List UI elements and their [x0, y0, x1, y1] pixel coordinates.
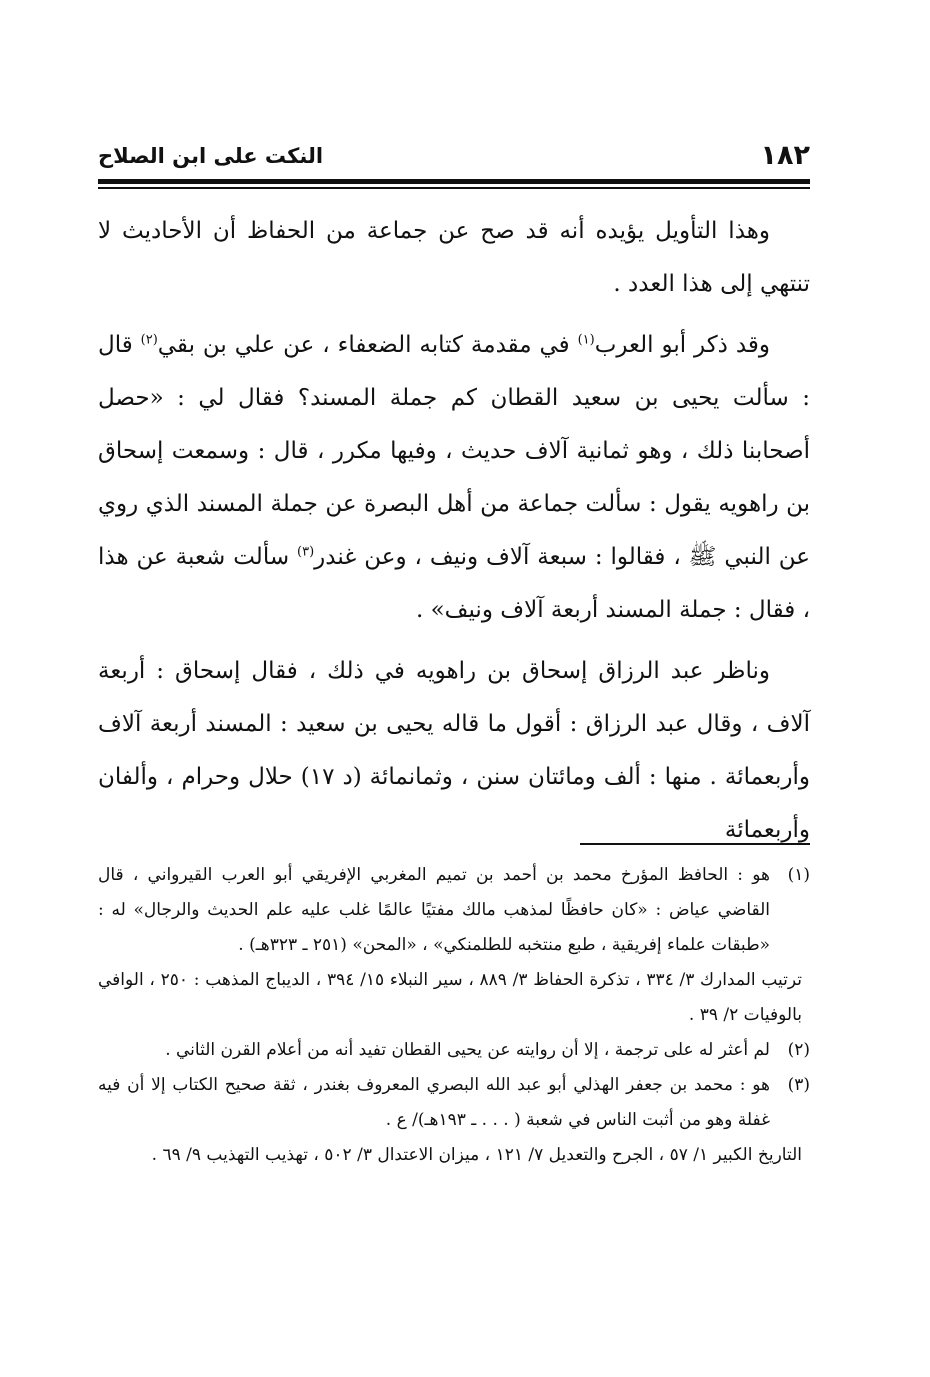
footnote-1-text: هو : الحافظ المؤرخ محمد بن أحمد بن تميم المغربي الإفريقي أبو العرب القيرواني ، قال القاضي عياض : «كان حافظًا لمذهب مالك مفتيًا عالمًا غلب عليه علم الحديث والرجال» له : «طبقات علماء إفريقية ، طبع منتخبه للطلمنكي» ، «المحن» (٢٥١ ـ ٣٢٣هـ) .: [98, 865, 770, 955]
footnote-2: [98, 1033, 810, 1068]
paragraph-2-part-b: في مقدمة كتابه الضعفاء ، عن علي بن بقي: [157, 332, 578, 358]
footnote-3: [98, 1068, 810, 1138]
footnote-1: [98, 858, 810, 963]
header-rule-thin: [98, 187, 810, 189]
running-title: النكت على ابن الصلاح: [98, 144, 324, 168]
paragraph-2-part-a: وقد ذكر أبو العرب: [594, 332, 771, 358]
footnotes: [98, 858, 810, 1173]
footnote-3-sources: التاريخ الكبير ١/ ٥٧ ، الجرح والتعديل ٧/ ١٢١ ، ميزان الاعتدال ٣/ ٥٠٢ ، تهذيب التهذيب ٩/ ٦٩ .: [151, 1145, 802, 1165]
footnote-2-number: (٢): [787, 1040, 810, 1060]
footnote-ref-2[interactable]: (٢): [140, 332, 158, 348]
main-text: [98, 205, 810, 865]
paragraph-2: [98, 319, 810, 637]
paragraph-1: وهذا التأويل يؤيده أنه قد صح عن جماعة من الحفاظ أن الأحاديث لا تنتهي إلى هذا العدد .: [98, 218, 810, 297]
footnote-3-number: (٣): [787, 1075, 810, 1095]
footnote-1-sources: ترتيب المدارك ٣/ ٣٣٤ ، تذكرة الحفاظ ٣/ ٨٨٩ ، سير النبلاء ١٥/ ٣٩٤ ، الديباج المذهب : ٢٥٠ ، الوافي بالوفيات ٢/ ٣٩ .: [98, 970, 803, 1025]
footnote-ref-3[interactable]: (٣): [297, 544, 315, 560]
page-number: ١٨٢: [760, 140, 810, 171]
footnote-ref-1[interactable]: (١): [577, 332, 595, 348]
header-rule-thick: [98, 179, 810, 184]
paragraph-2-part-d: سألت شعبة عن هذا ، فقال : جملة المسند أربعة آلاف ونيف» .: [98, 544, 810, 623]
page-header: [98, 140, 810, 180]
footnote-1-number: (١): [787, 865, 810, 885]
paragraph-2-part-c: قال : سألت يحيى بن سعيد القطان كم جملة المسند؟ فقال لي : «حصل أصحابنا ذلك ، وهو ثمانية آلاف حديث ، وفيها مكرر ، قال : وسمعت إسحاق بن راهويه يقول : سألت جماعة من أهل البصرة عن جملة المسند الذي روي عن النبي ﷺ ، فقالوا : سبعة آلاف ونيف ، وعن غندر: [98, 332, 810, 570]
footnote-separator: [580, 843, 810, 845]
paragraph-3: وناظر عبد الرزاق إسحاق بن راهويه في ذلك ، فقال إسحاق : أربعة آلاف ، وقال عبد الرزاق : أقول ما قاله يحيى بن سعيد : المسند أربعة آلاف وأربعمائة . منها : ألف ومائتان سنن ، وثمانمائة (د ١٧) حلال وحرام ، وألفان وأربعمائة: [98, 658, 810, 843]
footnote-2-text: لم أعثر له على ترجمة ، إلا أن روايته عن يحيى القطان تفيد أنه من أعلام القرن الثاني .: [165, 1040, 770, 1060]
footnote-3-text: هو : محمد بن جعفر الهذلي أبو عبد الله البصري المعروف بغندر ، ثقة صحيح الكتاب إلا أن فيه غفلة وهو من أثبت الناس في شعبة ( . . . ـ ١٩٣هـ)/ ع .: [98, 1075, 770, 1130]
